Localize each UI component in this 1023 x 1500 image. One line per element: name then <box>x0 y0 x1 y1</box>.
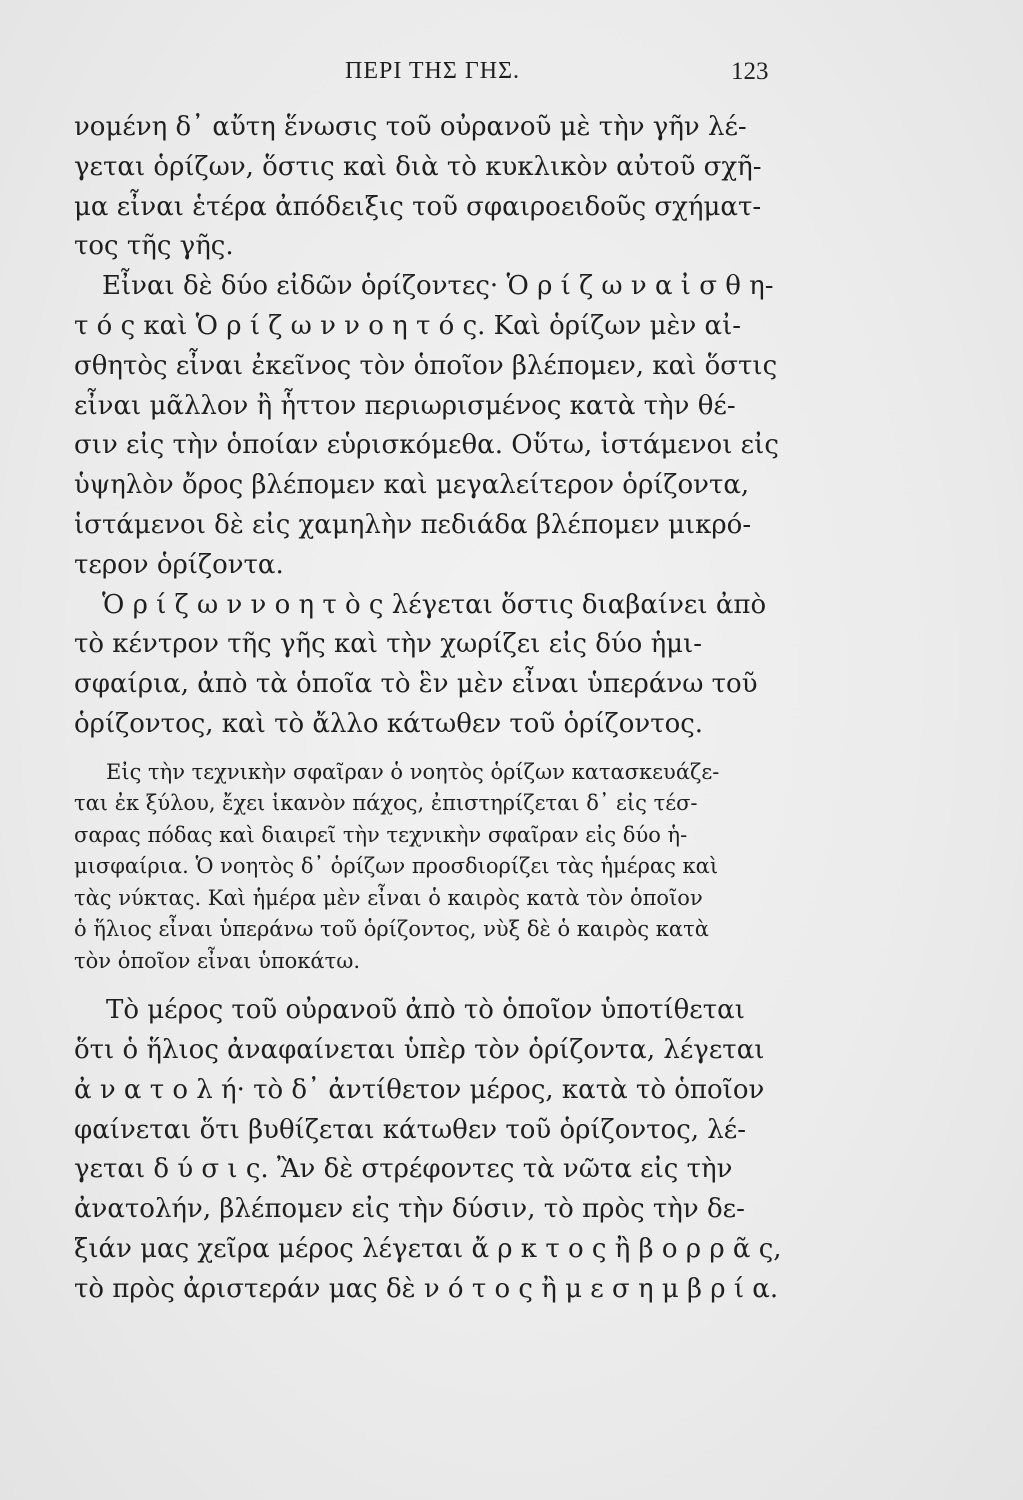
running-head: ΠΕΡΙ ΤΗΣ ΓΗΣ. <box>345 58 521 84</box>
note-line: σαρας πόδας καὶ διαιρεῖ τὴν τεχνικὴν σφαῖραν εἰς δύο ἡ- <box>74 822 688 847</box>
body-line: ἱστάμενοι δὲ εἰς χαμηλὴν πεδιάδα βλέπομεν μικρό- <box>74 509 752 540</box>
final-line: ἀνατολήν, βλέπομεν εἰς τὴν δύσιν, τὸ πρὸς τὴν δε- <box>74 1194 745 1225</box>
body-line: σθητὸς εἶναι ἐκεῖνος τὸν ὁποῖον βλέπομεν, καὶ ὅστις <box>74 350 778 381</box>
body-line: σφαίρια, ἀπὸ τὰ ὁποῖα τὸ ἓν μὲν εἶναι ὑπεράνω τοῦ <box>74 669 758 700</box>
final-line: τὸ πρὸς ἀριστεράν μας δὲ ν ό τ ο ς ἢ μ ε σ η μ β ρ ί α. <box>74 1273 779 1304</box>
note-line: μισφαίρια. Ὁ νοητὸς δ᾽ ὁρίζων προσδιορίζει τὰς ἡμέρας καὶ <box>74 854 719 879</box>
spacer <box>74 977 794 991</box>
final-line: Τὸ μέρος τοῦ οὐρανοῦ ἀπὸ τὸ ὁποῖον ὑποτίθεται <box>106 995 745 1026</box>
final-line: ἀ ν α τ ο λ ή· τὸ δ᾽ ἀντίθετον μέρος, κατὰ τὸ ὁποῖον <box>74 1074 765 1105</box>
note-line: Εἰς τὴν τεχνικὴν σφαῖραν ὁ νοητὸς ὁρίζων κατασκευάζε- <box>106 759 720 784</box>
body-line: γεται ὁρίζων, ὅστις καὶ διὰ τὸ κυκλικὸν αὐτοῦ σχῆ- <box>74 151 762 182</box>
body-line: εἶναι μᾶλλον ἢ ἧττον περιωρισμένος κατὰ τὴν θέ- <box>74 390 736 421</box>
body-line: Ὁ ρ ί ζ ω ν ν ο η τ ὸ ς λέγεται ὅστις διαβαίνει ἀπὸ <box>102 589 767 620</box>
page-body <box>74 108 794 1310</box>
page-header <box>0 58 1023 92</box>
page-number: 123 <box>731 58 769 85</box>
final-line: ξιάν μας χεῖρα μέρος λέγεται ἄ ρ κ τ ο ς ἢ β ο ρ ρ ᾶ ς, <box>74 1234 782 1265</box>
final-line: φαίνεται ὅτι βυθίζεται κάτωθεν τοῦ ὁρίζοντος, λέ- <box>74 1114 747 1145</box>
body-line: τος τῆς γῆς. <box>74 231 234 262</box>
body-line: τὸ κέντρον τῆς γῆς καὶ τὴν χωρίζει εἰς δύο ἡμι- <box>74 629 703 660</box>
body-line: νομένη δ᾽ αὔτη ἕνωσις τοῦ οὐρανοῦ μὲ τὴν γῆν λέ- <box>74 112 747 142</box>
body-line: Εἶναι δὲ δύο εἰδῶν ὁρίζοντες· Ὁ ρ ί ζ ω ν α ἰ σ θ η- <box>102 271 774 302</box>
body-line: μα εἶναι ἑτέρα ἀπόδειξις τοῦ σφαιροειδοῦς σχήματ- <box>74 191 762 222</box>
note-line: ται ἐκ ξύλου, ἔχει ἱκανὸν πάχος, ἐπιστηρίζεται δ᾽ εἰς τέσ- <box>74 791 698 816</box>
note-line: ὁ ἥλιος εἶναι ὑπεράνω τοῦ ὁρίζοντος, νὺξ δὲ ὁ καιρὸς κατὰ <box>74 917 709 942</box>
note-line: τὰς νύκτας. Καὶ ἡμέρα μὲν εἶναι ὁ καιρὸς κατὰ τὸν ὁποῖον <box>74 885 703 910</box>
body-line: ὑψηλὸν ὄρος βλέπομεν καὶ μεγαλείτερον ὁρίζοντα, <box>74 470 750 501</box>
final-line: ὅτι ὁ ἥλιος ἀναφαίνεται ὑπὲρ τὸν ὁρίζοντα, λέγεται <box>74 1035 765 1066</box>
spacer <box>74 745 794 757</box>
body-line: σιν εἰς τὴν ὁποίαν εὑρισκόμεθα. Οὕτω, ἱστάμενοι εἰς <box>74 430 779 461</box>
body-line: ὁρίζοντος, καὶ τὸ ἄλλο κάτωθεν τοῦ ὁρίζοντος. <box>74 708 704 739</box>
note-line: τὸν ὁποῖον εἶναι ὑποκάτω. <box>74 948 361 973</box>
body-line: τ ό ς καὶ Ὁ ρ ί ζ ω ν ν ο η τ ό ς. Καὶ ὁρίζων μὲν αἰ- <box>74 310 742 341</box>
final-line: γεται δ ύ σ ι ς. Ἂν δὲ στρέφοντες τὰ νῶτα εἰς τὴν <box>74 1154 733 1185</box>
body-line: τερον ὁρίζοντα. <box>74 549 284 580</box>
